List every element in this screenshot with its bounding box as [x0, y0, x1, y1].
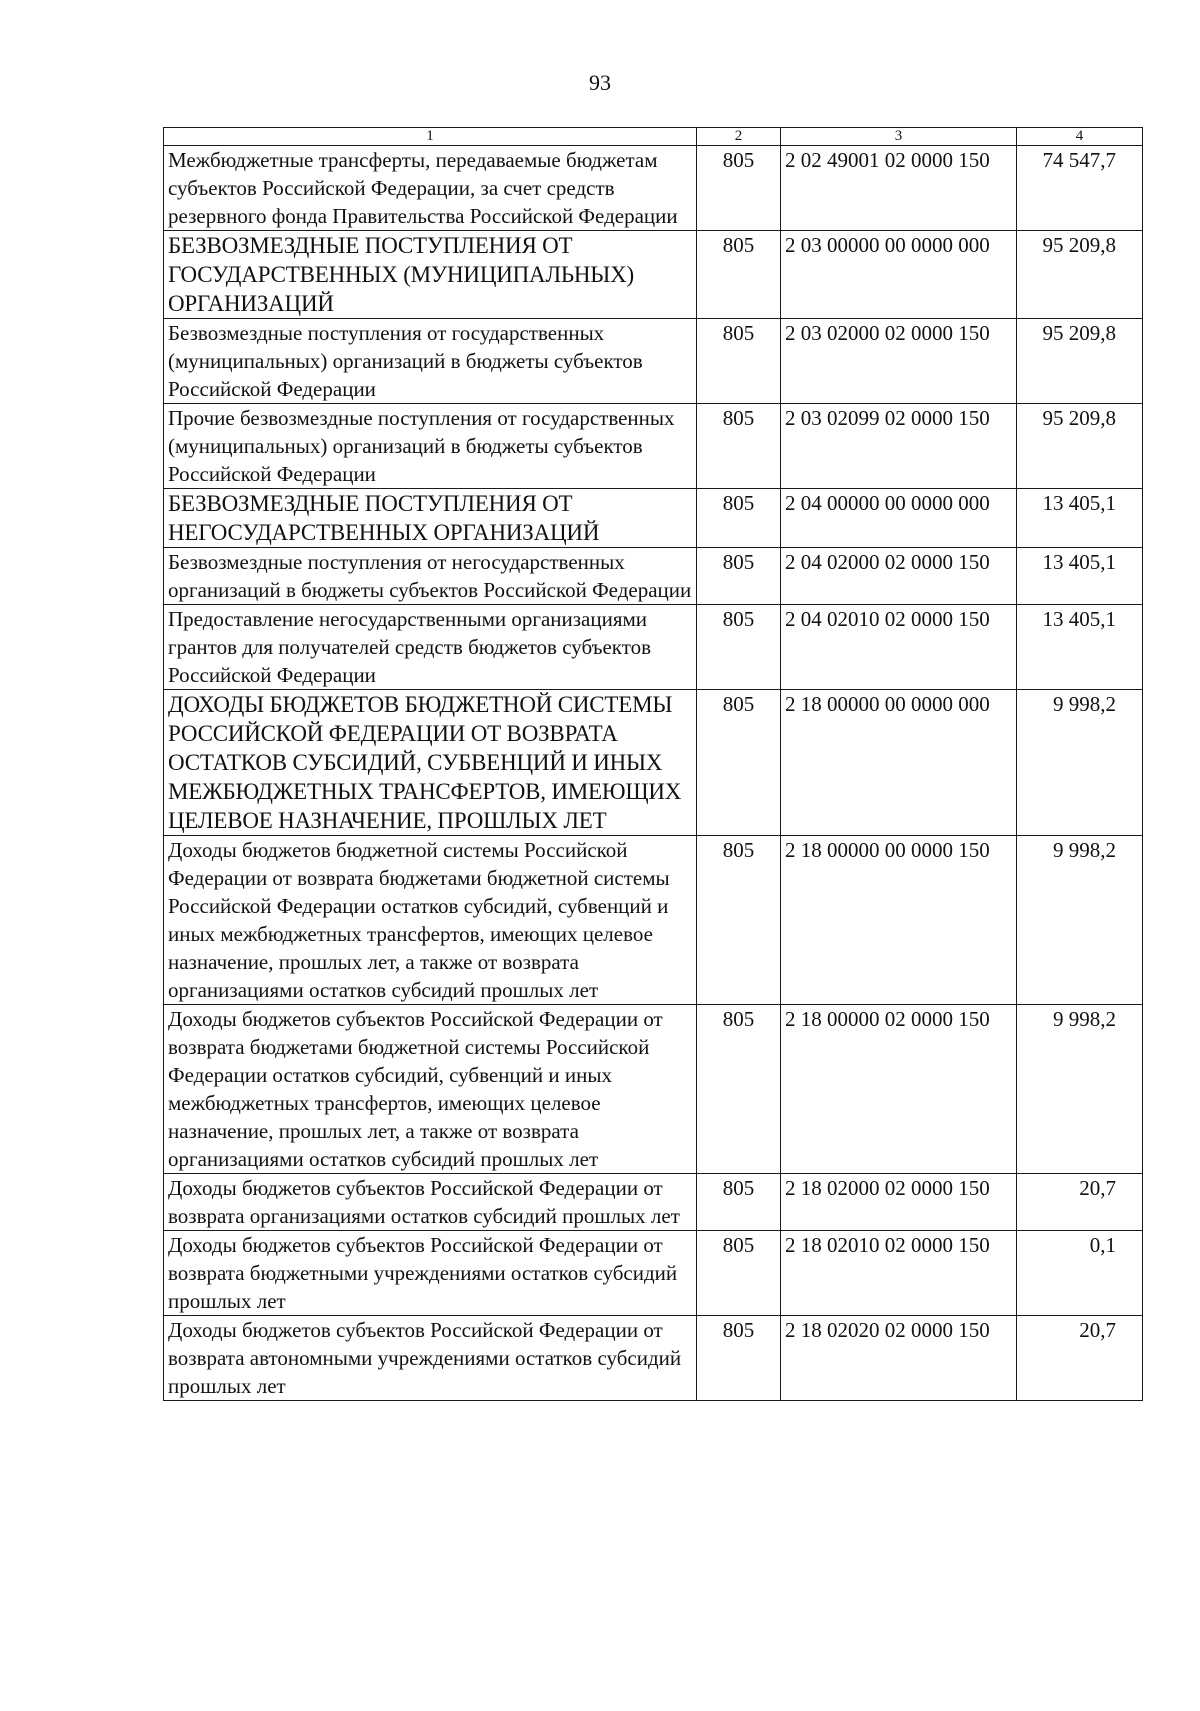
budget-classification-code-cell: 2 18 00000 00 0000 000: [781, 690, 1017, 836]
income-name-cell: Предоставление негосударственными организациями грантов для получателей средств бюджетов субъектов Российской Федерации: [164, 605, 697, 690]
income-name-cell: Доходы бюджетов субъектов Российской Федерации от возврата бюджетами бюджетной системы Российской Федерации остатков субсидий, субвенций и иных межбюджетных трансфертов, имеющих целевое назначение, прошлых лет, а также от возврата организациями остатков субсидий прошлых лет: [164, 1005, 697, 1174]
amount-cell: 9 998,2: [1017, 836, 1143, 1005]
income-name-cell: Межбюджетные трансферты, передаваемые бюджетам субъектов Российской Федерации, за счет средств резервного фонда Правительства Российской Федерации: [164, 146, 697, 231]
table-row: [164, 1231, 1143, 1316]
page-number: 93: [589, 70, 611, 95]
budget-classification-code-cell: 2 04 02000 02 0000 150: [781, 548, 1017, 605]
column-header-3: 3: [781, 128, 1017, 146]
table-row: [164, 836, 1143, 1005]
income-name-cell: Безвозмездные поступления от государственных (муниципальных) организаций в бюджеты субъектов Российской Федерации: [164, 319, 697, 404]
table-row: [164, 1174, 1143, 1231]
table-row: [164, 231, 1143, 319]
income-name-cell: Прочие безвозмездные поступления от государственных (муниципальных) организаций в бюджеты субъектов Российской Федерации: [164, 404, 697, 489]
budget-classification-code-cell: 2 18 02020 02 0000 150: [781, 1316, 1017, 1401]
table-row: [164, 489, 1143, 548]
administrator-code-cell: 805: [697, 489, 781, 548]
amount-cell: 0,1: [1017, 1231, 1143, 1316]
administrator-code-cell: 805: [697, 231, 781, 319]
table-row: [164, 1316, 1143, 1401]
column-header-1: 1: [164, 128, 697, 146]
budget-classification-code-cell: 2 04 02010 02 0000 150: [781, 605, 1017, 690]
table-row: [164, 605, 1143, 690]
budget-classification-code-cell: 2 18 00000 02 0000 150: [781, 1005, 1017, 1174]
income-name-cell: БЕЗВОЗМЕЗДНЫЕ ПОСТУПЛЕНИЯ ОТ ГОСУДАРСТВЕННЫХ (МУНИЦИПАЛЬНЫХ) ОРГАНИЗАЦИЙ: [164, 231, 697, 319]
column-header-2: 2: [697, 128, 781, 146]
amount-cell: 9 998,2: [1017, 690, 1143, 836]
amount-cell: 74 547,7: [1017, 146, 1143, 231]
amount-cell: 95 209,8: [1017, 319, 1143, 404]
administrator-code-cell: 805: [697, 605, 781, 690]
administrator-code-cell: 805: [697, 1005, 781, 1174]
income-name-cell: Доходы бюджетов бюджетной системы Российской Федерации от возврата бюджетами бюджетной системы Российской Федерации остатков субсидий, субвенций и иных межбюджетных трансфертов, имеющих целевое назначение, прошлых лет, а также от возврата организациями остатков субсидий прошлых лет: [164, 836, 697, 1005]
income-name-cell: Доходы бюджетов субъектов Российской Федерации от возврата бюджетными учреждениями остатков субсидий прошлых лет: [164, 1231, 697, 1316]
table-row: [164, 319, 1143, 404]
administrator-code-cell: 805: [697, 836, 781, 1005]
administrator-code-cell: 805: [697, 319, 781, 404]
amount-cell: 13 405,1: [1017, 489, 1143, 548]
amount-cell: 9 998,2: [1017, 1005, 1143, 1174]
income-name-cell: Безвозмездные поступления от негосударственных организаций в бюджеты субъектов Российской Федерации: [164, 548, 697, 605]
budget-classification-code-cell: 2 18 00000 00 0000 150: [781, 836, 1017, 1005]
table-body: [164, 128, 1143, 1401]
table-row: [164, 146, 1143, 231]
budget-classification-code-cell: 2 18 02010 02 0000 150: [781, 1231, 1017, 1316]
amount-cell: 13 405,1: [1017, 548, 1143, 605]
amount-cell: 13 405,1: [1017, 605, 1143, 690]
budget-classification-code-cell: 2 18 02000 02 0000 150: [781, 1174, 1017, 1231]
amount-cell: 95 209,8: [1017, 231, 1143, 319]
table-row: [164, 404, 1143, 489]
amount-cell: 20,7: [1017, 1316, 1143, 1401]
administrator-code-cell: 805: [697, 404, 781, 489]
budget-classification-code-cell: 2 03 00000 00 0000 000: [781, 231, 1017, 319]
header-row: [164, 128, 1143, 146]
administrator-code-cell: 805: [697, 1316, 781, 1401]
amount-cell: 95 209,8: [1017, 404, 1143, 489]
table-row: [164, 690, 1143, 836]
administrator-code-cell: 805: [697, 690, 781, 836]
income-name-cell: БЕЗВОЗМЕЗДНЫЕ ПОСТУПЛЕНИЯ ОТ НЕГОСУДАРСТВЕННЫХ ОРГАНИЗАЦИЙ: [164, 489, 697, 548]
income-name-cell: ДОХОДЫ БЮДЖЕТОВ БЮДЖЕТНОЙ СИСТЕМЫ РОССИЙСКОЙ ФЕДЕРАЦИИ ОТ ВОЗВРАТА ОСТАТКОВ СУБСИДИЙ, СУБВЕНЦИЙ И ИНЫХ МЕЖБЮДЖЕТНЫХ ТРАНСФЕРТОВ, ИМЕЮЩИХ ЦЕЛЕВОЕ НАЗНАЧЕНИЕ, ПРОШЛЫХ ЛЕТ: [164, 690, 697, 836]
column-header-4: 4: [1017, 128, 1143, 146]
amount-cell: 20,7: [1017, 1174, 1143, 1231]
administrator-code-cell: 805: [697, 146, 781, 231]
income-name-cell: Доходы бюджетов субъектов Российской Федерации от возврата автономными учреждениями остатков субсидий прошлых лет: [164, 1316, 697, 1401]
budget-classification-code-cell: 2 03 02000 02 0000 150: [781, 319, 1017, 404]
table-row: [164, 548, 1143, 605]
budget-classification-code-cell: 2 02 49001 02 0000 150: [781, 146, 1017, 231]
administrator-code-cell: 805: [697, 548, 781, 605]
budget-table: [163, 127, 1143, 1401]
budget-classification-code-cell: 2 04 00000 00 0000 000: [781, 489, 1017, 548]
table-row: [164, 1005, 1143, 1174]
administrator-code-cell: 805: [697, 1174, 781, 1231]
budget-classification-code-cell: 2 03 02099 02 0000 150: [781, 404, 1017, 489]
administrator-code-cell: 805: [697, 1231, 781, 1316]
income-name-cell: Доходы бюджетов субъектов Российской Федерации от возврата организациями остатков субсидий прошлых лет: [164, 1174, 697, 1231]
